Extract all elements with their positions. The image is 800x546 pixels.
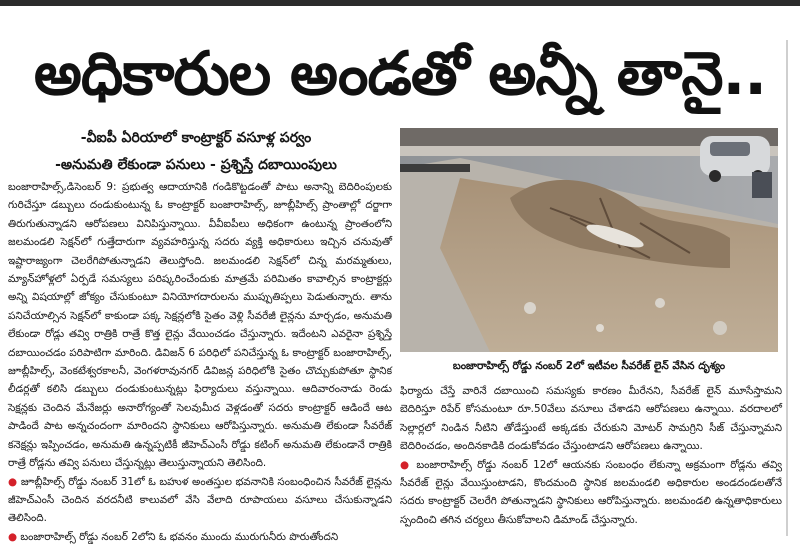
bullet-paragraph: ● బంజారాహిల్స్ రోడ్డు నంబర్ 2లోని ఓ భవనం ముందు మురుగునీరు పొరుతోందని [8,528,392,546]
headline: అధికారుల అండతో అన్నీ తానై.. [33,39,767,109]
bullet-paragraph: ● బంజారాహిల్స్ రోడ్డు నంబర్ 12లో ఆయనకు సంబంధం లేకున్నా అక్రమంగా రోడ్లను తవ్వి సీవరేజ్ లైన్లు వేయిస్తుంటాడని, కొందమంది స్థానిక జలమండలి అధికారుల అండదండలతోనే సదరు కాంట్రాక్టర్ చెలరేగి పోతున్నాడని స్థానికులు ఆరోపిస్తున్నారు. జలమండలి ఉన్నతాధికారులు స్పందించి తగిన చర్యలు తీసుకోవాలని డిమాండ్ చేస్తున్నారు. [400,456,782,530]
subheading-2: -అనుమతి లేకుండా పనులు - ప్రశ్నిస్తే దబాయింపులు [55,157,337,173]
dug-road-photo-illustration [400,128,778,352]
article-body-right [400,382,782,536]
paragraph: బంజారాహిల్స్,డిసెంబర్ 9: ప్రభుత్వ ఆదాయానికి గండికొట్టడంతో పాటు అనాన్ని బెదిరింపులకు గురిచేస్తూ డబ్బులు దండుకుంటున్న ఓ కాంట్రాక్టర్ బంజారాహిల్స్, జూబ్లీహిల్స్ ప్రాంతాల్లో దర్జాగా తిరుగుతున్నాడని ఆరోపణలు వినిపిస్తున్నాయి. వీవీఐపీలు అధికంగా ఉంటున్న ప్రాంతంలోని జలమండలి సెక్షన్‌లో గుత్తేదారుగా వ్యవహరిస్తున్న సదరు వ్యక్తి అధికారులు ఇచ్చిన చనువుతో ఇష్టారాజ్యంగా చెలరేగిపోతున్నాడని తెలుస్తోంది. జలమండలి సెక్షన్‌లో చిన్న మరమ్మతులు, మ్యాన్‌హోళ్లలో ఏర్పడే సమస్యలు పరిష్కరించేందుకు మాత్రమే పరిమితం కావాల్సిన కాంట్రాక్టర్లు అన్ని విషయాల్లో జోక్యం చేసుకుంటూ వినియోగదారులను ముప్పుతిప్పలు పెడుతున్నారు. తాను పనిచేయాల్సిన సెక్షన్‌లో కాకుండా పక్క సెక్షన్లలోకి సైతం వెళ్లి సీవరేజీ లైన్లను మార్చడం, అనుమతి లేకుండా రోడ్లు తవ్వి రాత్రికి రాత్రే కొత్త లైన్లు వేయించడం చేస్తున్నారు. ఇదేంటని ఎవరైనా ప్రశ్నిస్తే దబాయించడం పరిపాటిగా మారింది. డివిజన్ 6 పరిధిలో పనిచేస్తున్న ఓ కాంట్రాక్టర్ బంజారాహిల్స్, జూబ్లీహిల్స్, వెంకటేశ్వరకాలనీ, వెంగళరావునగర్ డివిజన్ల పరిధిలోకి సైతం చొచ్చుకుపోతూ స్థానిక లీడర్లతో కలిసి డబ్బులు దండుకుంటున్నట్లు ఫిర్యాదులు వస్తున్నాయి. ఆదివారంనాడు రెండు సెక్షన్లకు చెందిన మేనేజర్లు అనారోగ్యంతో సెలవుమీద వెళ్లడంతో సదరు కాంట్రాక్టర్ ఆడిందే ఆట పాడిందే పాట అన్నచందంగా మారిందని స్థానికులు ఆరోపిస్తున్నారు. అనుమతి లేకుండా సీవరేజ్ కనెక్షన్లు ఇప్పించడం, అనుమతి ఉన్నప్పటికీ జీహెచ్‌ఎంసీ రోడ్డు కటింగ్ అనుమతి లేకుండానే రాత్రికి రాత్రే రోడ్లను తవ్వి పనులు చేస్తున్నట్లు తెలుస్తున్నాయని తెలిసింది. [8,181,392,470]
subheading-1: -వీఐపీ ఏరియాలో కాంట్రాక్టర్ వసూళ్ల పర్వం [80,130,312,146]
column-rule [786,40,788,536]
photo-caption: బంజారాహిల్స్ రోడ్డు నంబర్ 2లో ఇటీవల సీవరేజ్ లైన్ వేసిన దృశ్యం [452,360,726,372]
paragraph: ఫిర్యాదు చేస్తే వారినే దబాయించి సమస్యకు కారణం మీరేనని, సీవరేజ్ లైన్ మూసేస్తామని బెదిరిస్తూ రిపేర్ కోసమంటూ రూ.50వేలు వసూలు చేశాడని ఆరోపణలు ఉన్నాయి. వరదాలలో సెల్లార్లలో నిండిన నీటిని తోడేస్తుంటే అక్కడకు చేరుకుని మోటర్ సామగ్రిని సీజ్ చేస్తున్నామని బెదిరించడం, అందినకాడికి దండుకోవడం చేస్తుంటాడని ఆరోపణలు ఉన్నాయి. [400,385,782,453]
news-photo [400,128,778,352]
article-body-left [8,178,392,543]
bullet-paragraph: ● జూబ్లీహిల్స్ రోడ్డు నంబర్ 31లో ఓ బహుళ అంతస్తుల భవనానికి సంబంధించిన సీవరేజ్ లైన్లను జీహెచ్‌ఎంసీ చెందిన వరదనీటి కాలువలో వేసి వేలాది రూపాయలు వసూలు చేసుకున్నాడని తెలిసింది. [8,473,392,528]
top-border [0,0,800,6]
